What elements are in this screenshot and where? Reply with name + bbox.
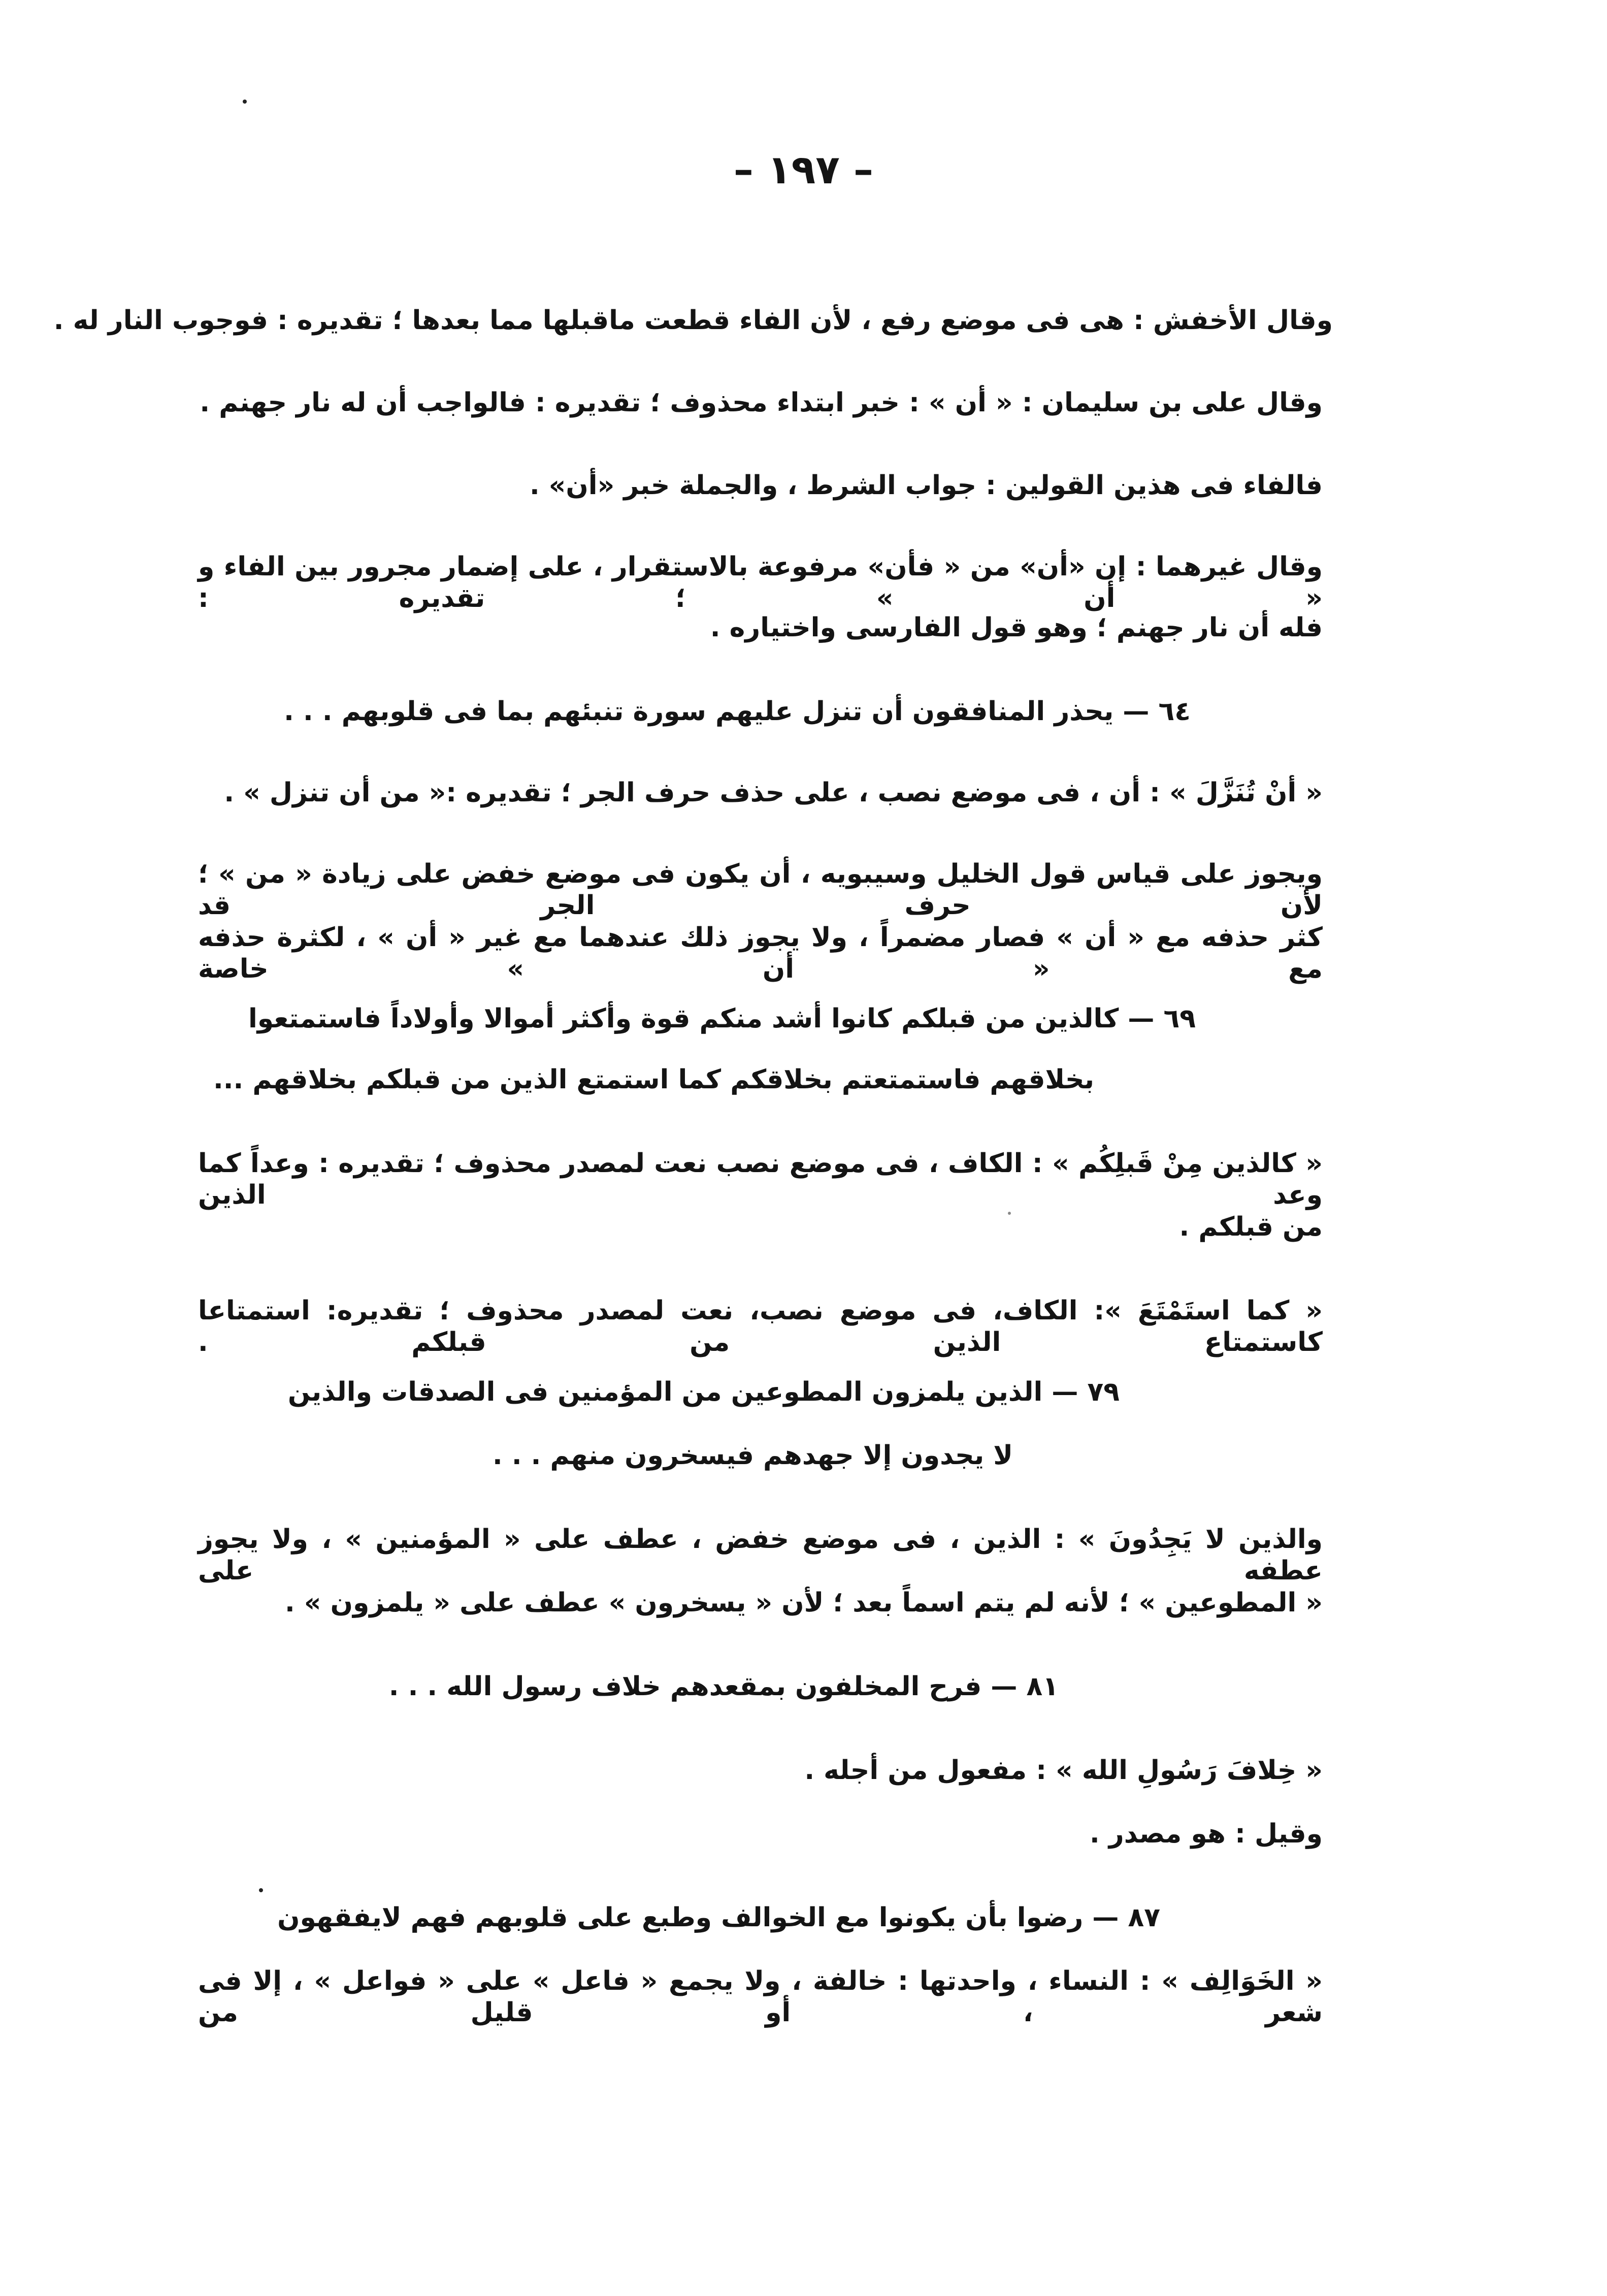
- page-number: – ١٩٧ –: [733, 147, 874, 193]
- text-line: ويجوز على قياس قول الخليل وسيبويه ، أن يكون فى موضع خفض على زيادة « من » ؛ لأن حرف الجر قد: [198, 859, 1323, 921]
- text-line: وقال على بن سليمان : « أن » : خبر ابتداء محذوف ؛ تقديره : فالواجب أن له نار جهنم .: [200, 387, 1323, 418]
- text-line: « خِلافَ رَسُولِ الله » : مفعول من أجله .: [804, 1755, 1323, 1786]
- text-line: « كالذين مِنْ قَبلِكُم » : الكاف ، فى موضع نصب نعت لمصدر محذوف ؛ تقديره : وعداً كما وعد الذين: [198, 1148, 1323, 1211]
- verse-line: ٦٩ — كالذين من قبلكم كانوا أشد منكم قوة وأكثر أموالا وأولاداً فاستمتعوا: [248, 1004, 1196, 1034]
- verse-line: لا يجدون إلا جهدهم فيسخرون منهم . . .: [492, 1440, 1013, 1471]
- text-line: فالفاء فى هذين القولين : جواب الشرط ، والجملة خبر «أن» .: [529, 470, 1323, 501]
- text-line: « كما استَمْتَعَ »: الكاف، فى موضع نصب، نعت لمصدر محذوف ؛ تقديره: استمتاعا كاستمتاع الذين من قبلكم .: [198, 1296, 1323, 1358]
- text-line: « المطوعين » ؛ لأنه لم يتم اسماً بعد ؛ لأن « يسخرون » عطف على « يلمزون » .: [285, 1588, 1323, 1618]
- verse-line: بخلاقهم فاستمتعتم بخلاقكم كما استمتع الذين من قبلكم بخلاقهم ...: [213, 1064, 1094, 1095]
- ink-speck: [243, 100, 247, 104]
- verse-line: ٦٤ — يحذر المنافقون أن تنزل عليهم سورة تنبئهم بما فى قلوبهم . . .: [284, 696, 1191, 727]
- verse-line: ٧٩ — الذين يلمزون المطوعين من المؤمنين فى الصدقات والذين: [287, 1377, 1120, 1407]
- text-line: « أنْ تُنَزَّلَ » : أن ، فى موضع نصب ، على حذف حرف الجر ؛ تقديره :« من أن تنزل » .: [224, 778, 1323, 808]
- text-line: وقال غيرهما : إن «أن» من « فأن» مرفوعة بالاستقرار ، على إضمار مجرور بين الفاء و « أن » ؛ تقديره :: [198, 552, 1323, 614]
- text-line: « الخَوَالِف » : النساء ، واحدتها : خالفة ، ولا يجمع « فاعل » على « فواعل » ، إلا فى شعر ، أو قليل من: [198, 1966, 1323, 2028]
- verse-line: ٨١ — فرح المخلفون بمقعدهم خلاف رسول الله . . .: [388, 1671, 1059, 1702]
- text-line: من قبلكم .: [1179, 1212, 1323, 1242]
- text-line: وقيل : هو مصدر .: [1089, 1819, 1323, 1849]
- ink-speck: [1008, 1212, 1011, 1215]
- text-line: وقال الأخفش : هى فى موضع رفع ، لأن الفاء قطعت ماقبلها مما بعدها ؛ تقديره : فوجوب النار له .: [53, 305, 1333, 336]
- verse-line: ٨٧ — رضوا بأن يكونوا مع الخوالف وطبع على قلوبهم فهم لايفقهون: [277, 1902, 1160, 1933]
- text-line: كثر حذفه مع « أن » فصار مضمراً ، ولا يجوز ذلك عندهما مع غير « أن » ، لكثرة حذفه مع « أن » خاصة: [198, 922, 1323, 985]
- text-line: والذين لا يَجِدُونَ » : الذين ، فى موضع خفض ، عطف على « المؤمنين » ، ولا يجوز عطفه على: [198, 1524, 1323, 1587]
- text-line: فله أن نار جهنم ؛ وهو قول الفارسى واختياره .: [710, 612, 1323, 643]
- ink-speck: [259, 1888, 263, 1892]
